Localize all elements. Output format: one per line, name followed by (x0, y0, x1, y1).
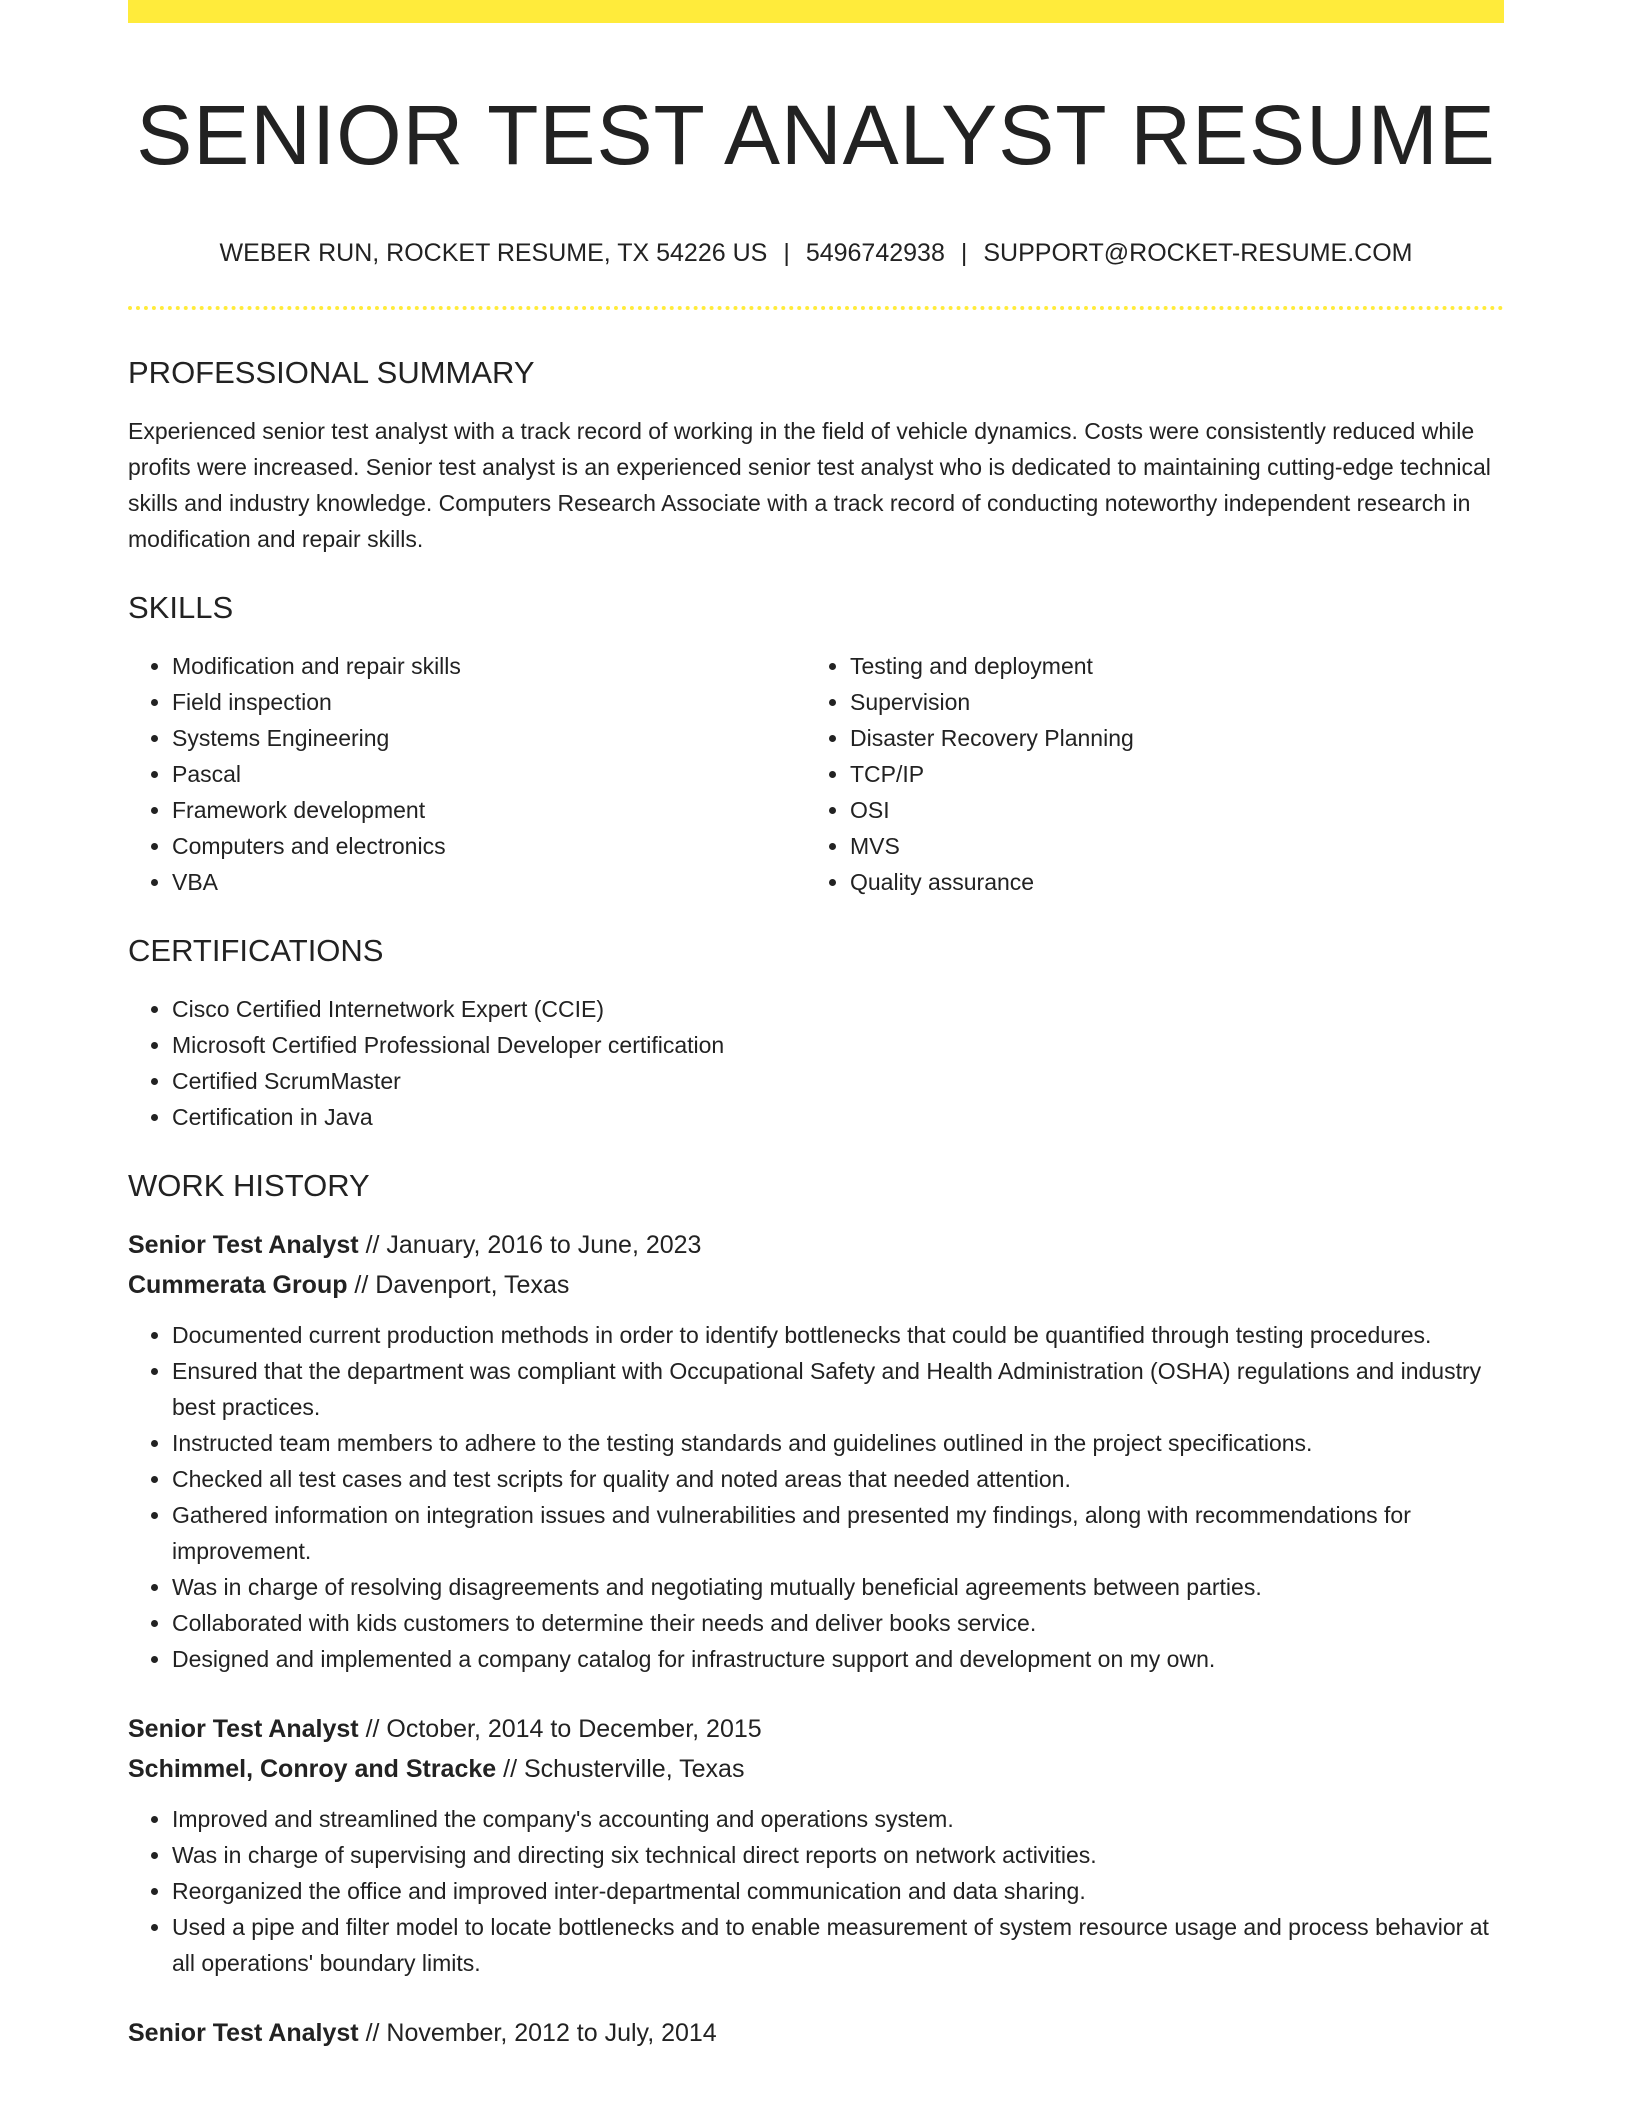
accent-top-bar (128, 0, 1504, 23)
job-bullet: • Ensured that the department was compliant with Occupational Safety and Health Administration (OSHA) regulations and industry best practices. (172, 1353, 1504, 1425)
contact-separator: | (783, 238, 790, 267)
job-location: // Davenport, Texas (347, 1270, 570, 1299)
skill-item: • VBA (172, 864, 806, 900)
job-company-line (128, 1265, 1504, 1305)
job-title: Senior Test Analyst (128, 1230, 359, 1259)
job-location: // Schusterville, Texas (496, 1754, 745, 1783)
job-company: Schimmel, Conroy and Stracke (128, 1754, 497, 1783)
job-company-line (128, 1749, 1504, 1789)
certification-item: • Certified ScrumMaster (172, 1063, 1504, 1099)
job-title: Senior Test Analyst (128, 2018, 359, 2047)
skills-column-right (806, 648, 1484, 900)
job-dates: // January, 2016 to June, 2023 (358, 1230, 702, 1259)
job-dates: // November, 2012 to July, 2014 (358, 2018, 717, 2047)
job-dates: // October, 2014 to December, 2015 (358, 1714, 762, 1743)
job-bullet: • Designed and implemented a company catalog for infrastructure support and development on my own. (172, 1641, 1504, 1677)
job-entry (128, 2013, 1504, 2053)
job-entry (128, 1225, 1504, 1677)
job-title: Senior Test Analyst (128, 1714, 359, 1743)
contact-separator: | (960, 238, 968, 267)
summary-heading: PROFESSIONAL SUMMARY (128, 354, 535, 390)
skills-grid (128, 648, 1504, 900)
skill-item: • Field inspection (172, 684, 806, 720)
job-title-line (128, 2013, 1504, 2053)
certifications-heading: CERTIFICATIONS (128, 933, 384, 969)
contact-phone: 5496742938 (805, 238, 945, 267)
job-bullet: • Reorganized the office and improved inter-departmental communication and data sharing. (172, 1873, 1504, 1909)
skill-item: • Computers and electronics (172, 828, 806, 864)
job-entry (128, 1709, 1504, 1981)
contact-address: WEBER RUN, ROCKET RESUME, TX 54226 US (219, 238, 768, 267)
resume-title: SENIOR TEST ANALYST RESUME (136, 88, 1496, 182)
job-company: Cummerata Group (128, 1270, 348, 1299)
skill-item: • Disaster Recovery Planning (850, 720, 1484, 756)
resume-page (128, 0, 1504, 2053)
job-bullet: • Documented current production methods in order to identify bottlenecks that could be quantified through testing procedures. (172, 1317, 1504, 1353)
skill-item: • Supervision (850, 684, 1484, 720)
work-history-heading: WORK HISTORY (128, 1168, 370, 1204)
skill-item: • Systems Engineering (172, 720, 806, 756)
job-bullet: • Was in charge of supervising and directing six technical direct reports on network activities. (172, 1837, 1504, 1873)
skills-section (128, 589, 1504, 900)
summary-section (128, 354, 1504, 557)
header-divider (128, 306, 1504, 310)
contact-line (128, 238, 1504, 268)
job-bullet: • Was in charge of resolving disagreements and negotiating mutually beneficial agreements between parties. (172, 1569, 1504, 1605)
job-bullet: • Checked all test cases and test scripts for quality and noted areas that needed attention. (172, 1461, 1504, 1497)
job-title-line (128, 1225, 1504, 1265)
certification-item: • Cisco Certified Internetwork Expert (CCIE) (172, 991, 1504, 1027)
skills-column-left (128, 648, 806, 900)
skill-item: • Quality assurance (850, 864, 1484, 900)
job-bullet: • Collaborated with kids customers to determine their needs and deliver books service. (172, 1605, 1504, 1641)
skill-item: • Pascal (172, 756, 806, 792)
certifications-section (128, 932, 1504, 1135)
job-bullets (128, 1317, 1504, 1677)
skill-item: • Modification and repair skills (172, 648, 806, 684)
skill-item: • OSI (850, 792, 1484, 828)
job-title-line (128, 1709, 1504, 1749)
job-bullet: • Used a pipe and filter model to locate bottlenecks and to enable measurement of system resource usage and process behavior at all operations' boundary limits. (172, 1909, 1504, 1981)
job-bullet: • Gathered information on integration issues and vulnerabilities and presented my findings, along with recommendations for improvement. (172, 1497, 1504, 1569)
contact-email[interactable]: SUPPORT@ROCKET-RESUME.COM (983, 238, 1413, 267)
work-history-section (128, 1167, 1504, 2052)
certification-item: • Certification in Java (172, 1099, 1504, 1135)
skill-item: • Framework development (172, 792, 806, 828)
certifications-list (128, 991, 1504, 1135)
skill-item: • MVS (850, 828, 1484, 864)
job-bullets (128, 1801, 1504, 1981)
skills-heading: SKILLS (128, 589, 234, 625)
summary-text: Experienced senior test analyst with a track record of working in the field of vehicle dynamics. Costs were consistently reduced while profits were increased. Senior test analyst is an experienced senior test analyst who is dedicated to maintaining cutting-edge technical skills and industry knowledge. Computers Research Associate with a track record of conducting noteworthy independent research in modification and repair skills. (128, 417, 1491, 552)
job-bullet: • Improved and streamlined the company's accounting and operations system. (172, 1801, 1504, 1837)
skill-item: • Testing and deployment (850, 648, 1484, 684)
skill-item: • TCP/IP (850, 756, 1484, 792)
job-bullet: • Instructed team members to adhere to the testing standards and guidelines outlined in the project specifications. (172, 1425, 1504, 1461)
certification-item: • Microsoft Certified Professional Developer certification (172, 1027, 1504, 1063)
